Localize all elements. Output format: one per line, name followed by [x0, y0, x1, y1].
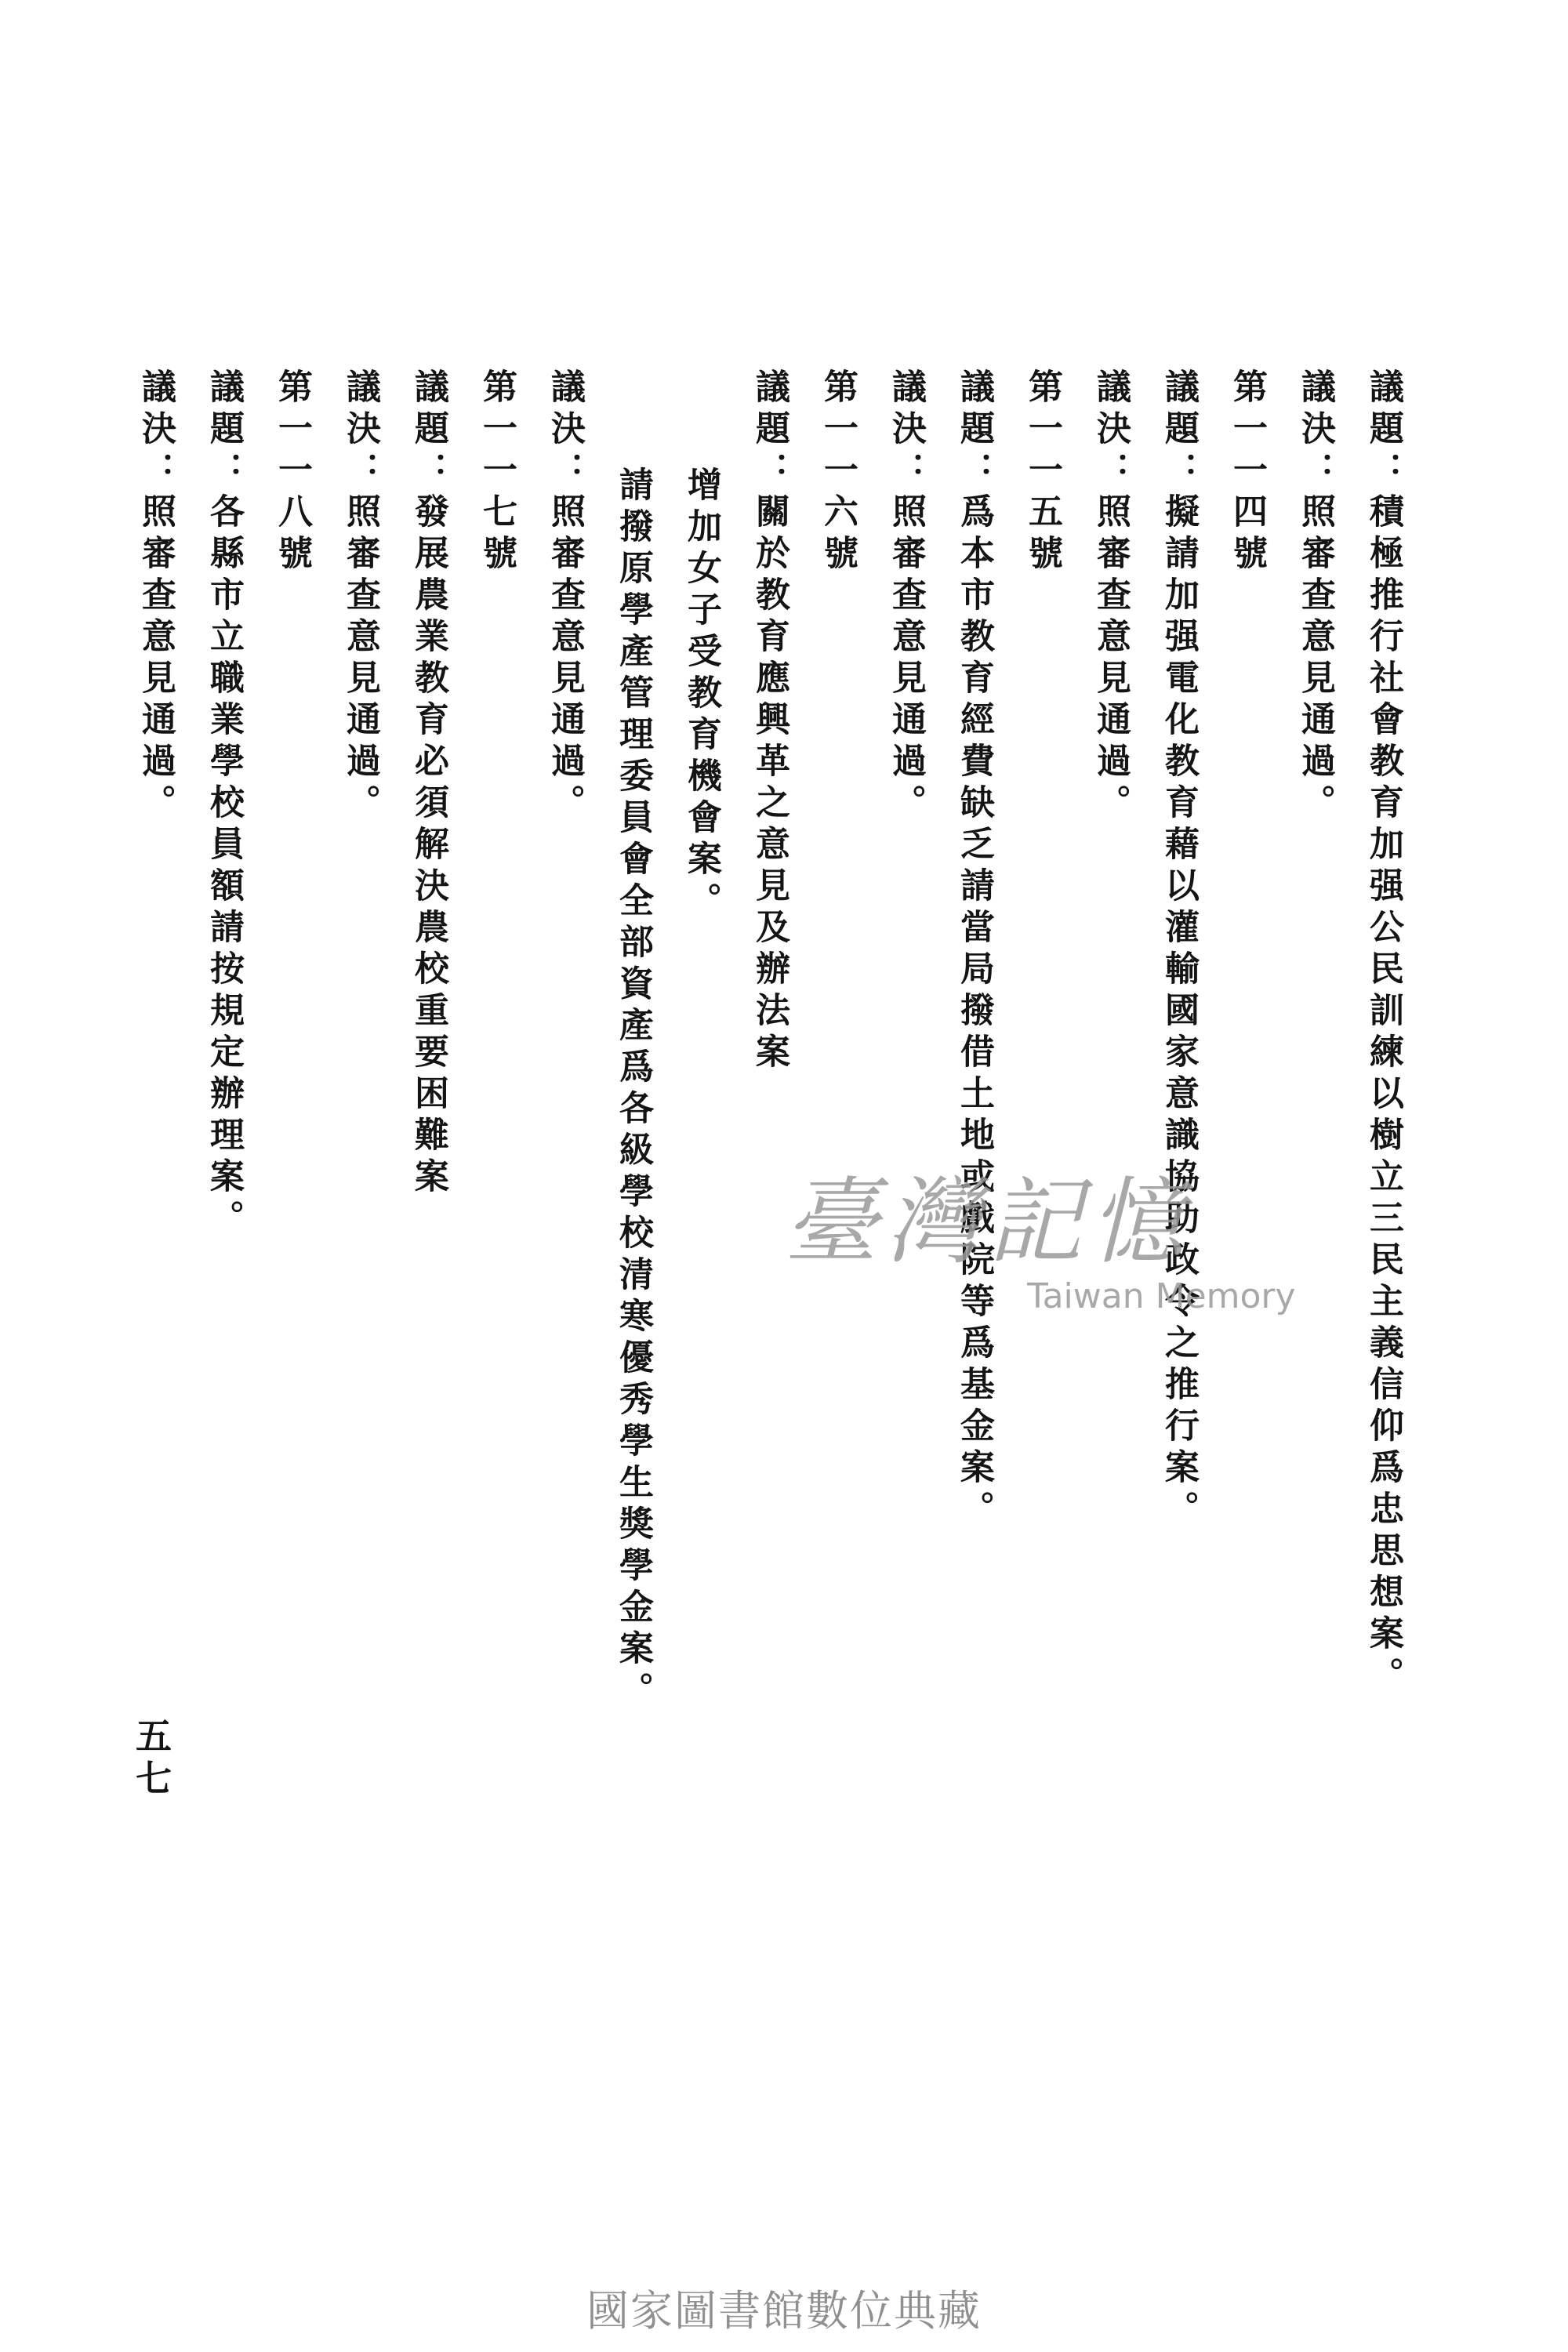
text-column-issue-115-resolution: 議決：照審查意見通過。: [886, 368, 926, 826]
text-column-heading-116: 第一一六號: [818, 368, 858, 576]
page-number: 五七: [130, 1717, 172, 1802]
text-column-issue-117-topic: 議題：發展農業教育必須解決農校重要困難案: [408, 368, 448, 1200]
text-column-heading-118: 第一一八號: [272, 368, 312, 576]
text-column-issue-114-topic: 議題：擬請加强電化教育藉以灌輸國家意識協助政令之推行案。: [1159, 368, 1199, 1532]
watermark-english-text: Taiwan Memory: [1027, 1276, 1296, 1316]
text-column-issue-118-topic: 議題：各縣市立職業學校員額請按規定辦理案。: [204, 368, 244, 1241]
text-column-issue-118-resolution: 議決：照審查意見通過。: [136, 368, 176, 826]
text-column-heading-114: 第一一四號: [1227, 368, 1267, 576]
text-column-issue-113-resolution: 議決：照審查意見通過。: [1295, 368, 1335, 826]
text-column-issue-116-topic: 議題：關於教育應興革之意見及辦法案: [750, 368, 789, 1075]
taiwan-memory-watermark: [784, 1168, 1296, 1364]
text-column-issue-116-resolution: 議決：照審查意見通過。: [545, 368, 585, 826]
text-column-issue-116-item-2: 請撥原學產管理委員會全部資產爲各級學校清寒優秀學生獎學金案。: [613, 466, 653, 1713]
text-column-issue-117-resolution: 議決：照審查意見通過。: [340, 368, 380, 826]
watermark-cjk-text: 臺灣記憶: [784, 1168, 1192, 1277]
library-credit: 國家圖書館數位典藏: [586, 2286, 982, 2336]
text-column-issue-113-topic: 議題：積極推行社會教育加强公民訓練以樹立三民主義信仰爲忠思想案。: [1363, 368, 1403, 1698]
text-column-issue-114-resolution: 議決：照審查意見通過。: [1091, 368, 1131, 826]
text-column-issue-115-topic: 議題：爲本市教育經費缺乏請當局撥借土地或戲院等爲基金案。: [954, 368, 994, 1532]
text-column-heading-117: 第一一七號: [477, 368, 517, 576]
text-column-issue-116-item-1: 增加女子受教育機會案。: [681, 466, 721, 924]
text-column-heading-115: 第一一五號: [1022, 368, 1062, 576]
